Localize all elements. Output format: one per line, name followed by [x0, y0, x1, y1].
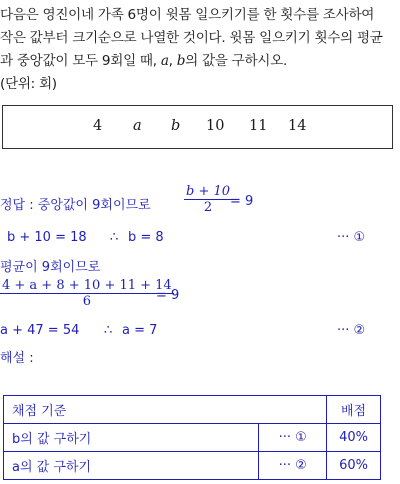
points-cell: 60% — [327, 452, 381, 480]
comma: , — [168, 53, 173, 69]
mean-label: 평균이 9회이므로 — [0, 260, 101, 275]
mark-1: ··· ① — [337, 230, 366, 245]
fraction-1-numerator: b + 10 — [186, 184, 231, 199]
grading-table — [3, 395, 381, 480]
fraction-1-rhs: = 9 — [230, 194, 254, 209]
fraction-2 — [0, 278, 174, 309]
data-box — [2, 105, 393, 149]
result-2: a = 7 — [122, 323, 158, 338]
criteria-text: 의 값 구하기 — [19, 460, 92, 475]
problem-line-2: 작은 값부터 크기순으로 나열한 것이다. 윗몸 일으키기 횟수의 평균 — [0, 30, 383, 46]
data-value: b — [171, 118, 181, 134]
criteria-mark: ··· ① — [259, 424, 327, 452]
criteria-cell — [4, 452, 259, 480]
data-value: 14 — [288, 118, 307, 134]
criteria-text: 의 값 구하기 — [20, 432, 92, 447]
problem-line-3-end: 의 값을 구하시오. — [185, 53, 287, 69]
problem-line-1: 다음은 영진이네 가족 6명이 윗몸 일으키기를 한 횟수를 조사하여 — [0, 7, 375, 23]
criteria-cell — [4, 424, 259, 452]
therefore-1: ∴ — [110, 230, 119, 245]
criteria-mark: ··· ② — [259, 452, 327, 480]
header-points: 배점 — [327, 396, 381, 424]
problem-statement — [0, 4, 400, 96]
data-value: a — [133, 118, 142, 134]
unit-label: (단위: 회) — [0, 76, 57, 92]
variable-a: a — [160, 53, 169, 69]
explanation-label: 해설 : — [0, 351, 34, 366]
table-row — [4, 452, 381, 480]
fraction-2-numerator: 4 + a + 8 + 10 + 11 + 14 — [2, 278, 172, 293]
header-criteria: 채점 기준 — [4, 396, 327, 424]
fraction-1-denominator: 2 — [203, 200, 213, 215]
fraction-2-denominator: 6 — [82, 294, 91, 309]
fraction-1 — [184, 184, 232, 215]
data-value: 10 — [206, 118, 225, 134]
criteria-variable: a — [12, 460, 20, 475]
equation-1: b + 10 = 18 — [7, 230, 87, 245]
data-value: 11 — [249, 118, 268, 134]
table-header-row — [4, 396, 381, 424]
problem-line-3-start: 과 중앙값이 모두 9회일 때, — [0, 53, 157, 69]
points-cell: 40% — [327, 424, 381, 452]
criteria-variable: b — [12, 432, 21, 447]
table-row — [4, 424, 381, 452]
mark-2: ··· ② — [337, 323, 366, 338]
fraction-2-rhs: = 9 — [156, 288, 180, 303]
problem-line-3 — [0, 50, 400, 73]
equation-2: a + 47 = 54 — [0, 323, 80, 338]
data-value: 4 — [93, 118, 103, 134]
answer-label: 정답 : 중앙값이 9회이므로 — [0, 198, 151, 213]
therefore-2: ∴ — [104, 323, 113, 338]
result-1: b = 8 — [128, 230, 164, 245]
variable-b: b — [176, 53, 186, 69]
